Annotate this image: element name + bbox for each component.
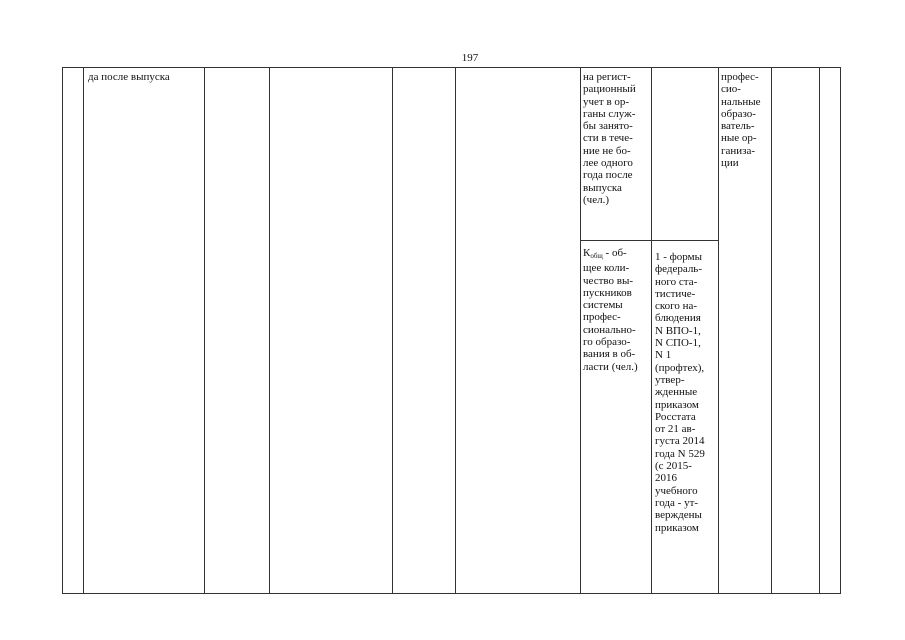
column-border <box>718 67 719 594</box>
coefficient-description: - об- щее коли- чество вы- пускников системы профес- сионально- го образо- вания в об- ласти (чел.) <box>583 247 638 373</box>
cell-col6-top-text: на регист- рационный учет в ор- ганы служ- бы занято- сти в тече- ние не бо- лее одного года после выпуска (чел.) <box>583 71 636 206</box>
column-border <box>840 67 841 594</box>
column-border <box>651 67 652 594</box>
column-border <box>580 67 581 594</box>
column-border <box>392 67 393 594</box>
coefficient-subscript: общ <box>590 252 603 260</box>
cell-col8-text: профес- сио- нальные образо- ватель- ные ор- ганиза- ции <box>721 71 761 170</box>
coefficient-symbol: К <box>583 247 591 259</box>
column-border <box>455 67 456 594</box>
cell-col7-bottom-text: 1 - формы федераль- ного ста- тистиче- ского на- блюдения N ВПО-1, N СПО-1, N 1 (профтех), утвер- жденные приказом Росстата от 21 ав- густа 2014 года N 529 (с 2015- 2016 учебного года - ут- верждены приказом <box>655 251 705 534</box>
column-border <box>771 67 772 594</box>
table-top-border <box>62 67 840 68</box>
column-border <box>83 67 84 594</box>
page-number: 197 <box>461 52 479 64</box>
column-border <box>204 67 205 594</box>
table-bottom-border <box>62 593 840 594</box>
cell-col6-bottom-text <box>583 247 649 373</box>
column-border <box>269 67 270 594</box>
cell-col1-text: да после выпуска <box>88 71 170 83</box>
column-border <box>819 67 820 594</box>
column-border <box>62 67 63 594</box>
row-divider <box>580 240 718 241</box>
